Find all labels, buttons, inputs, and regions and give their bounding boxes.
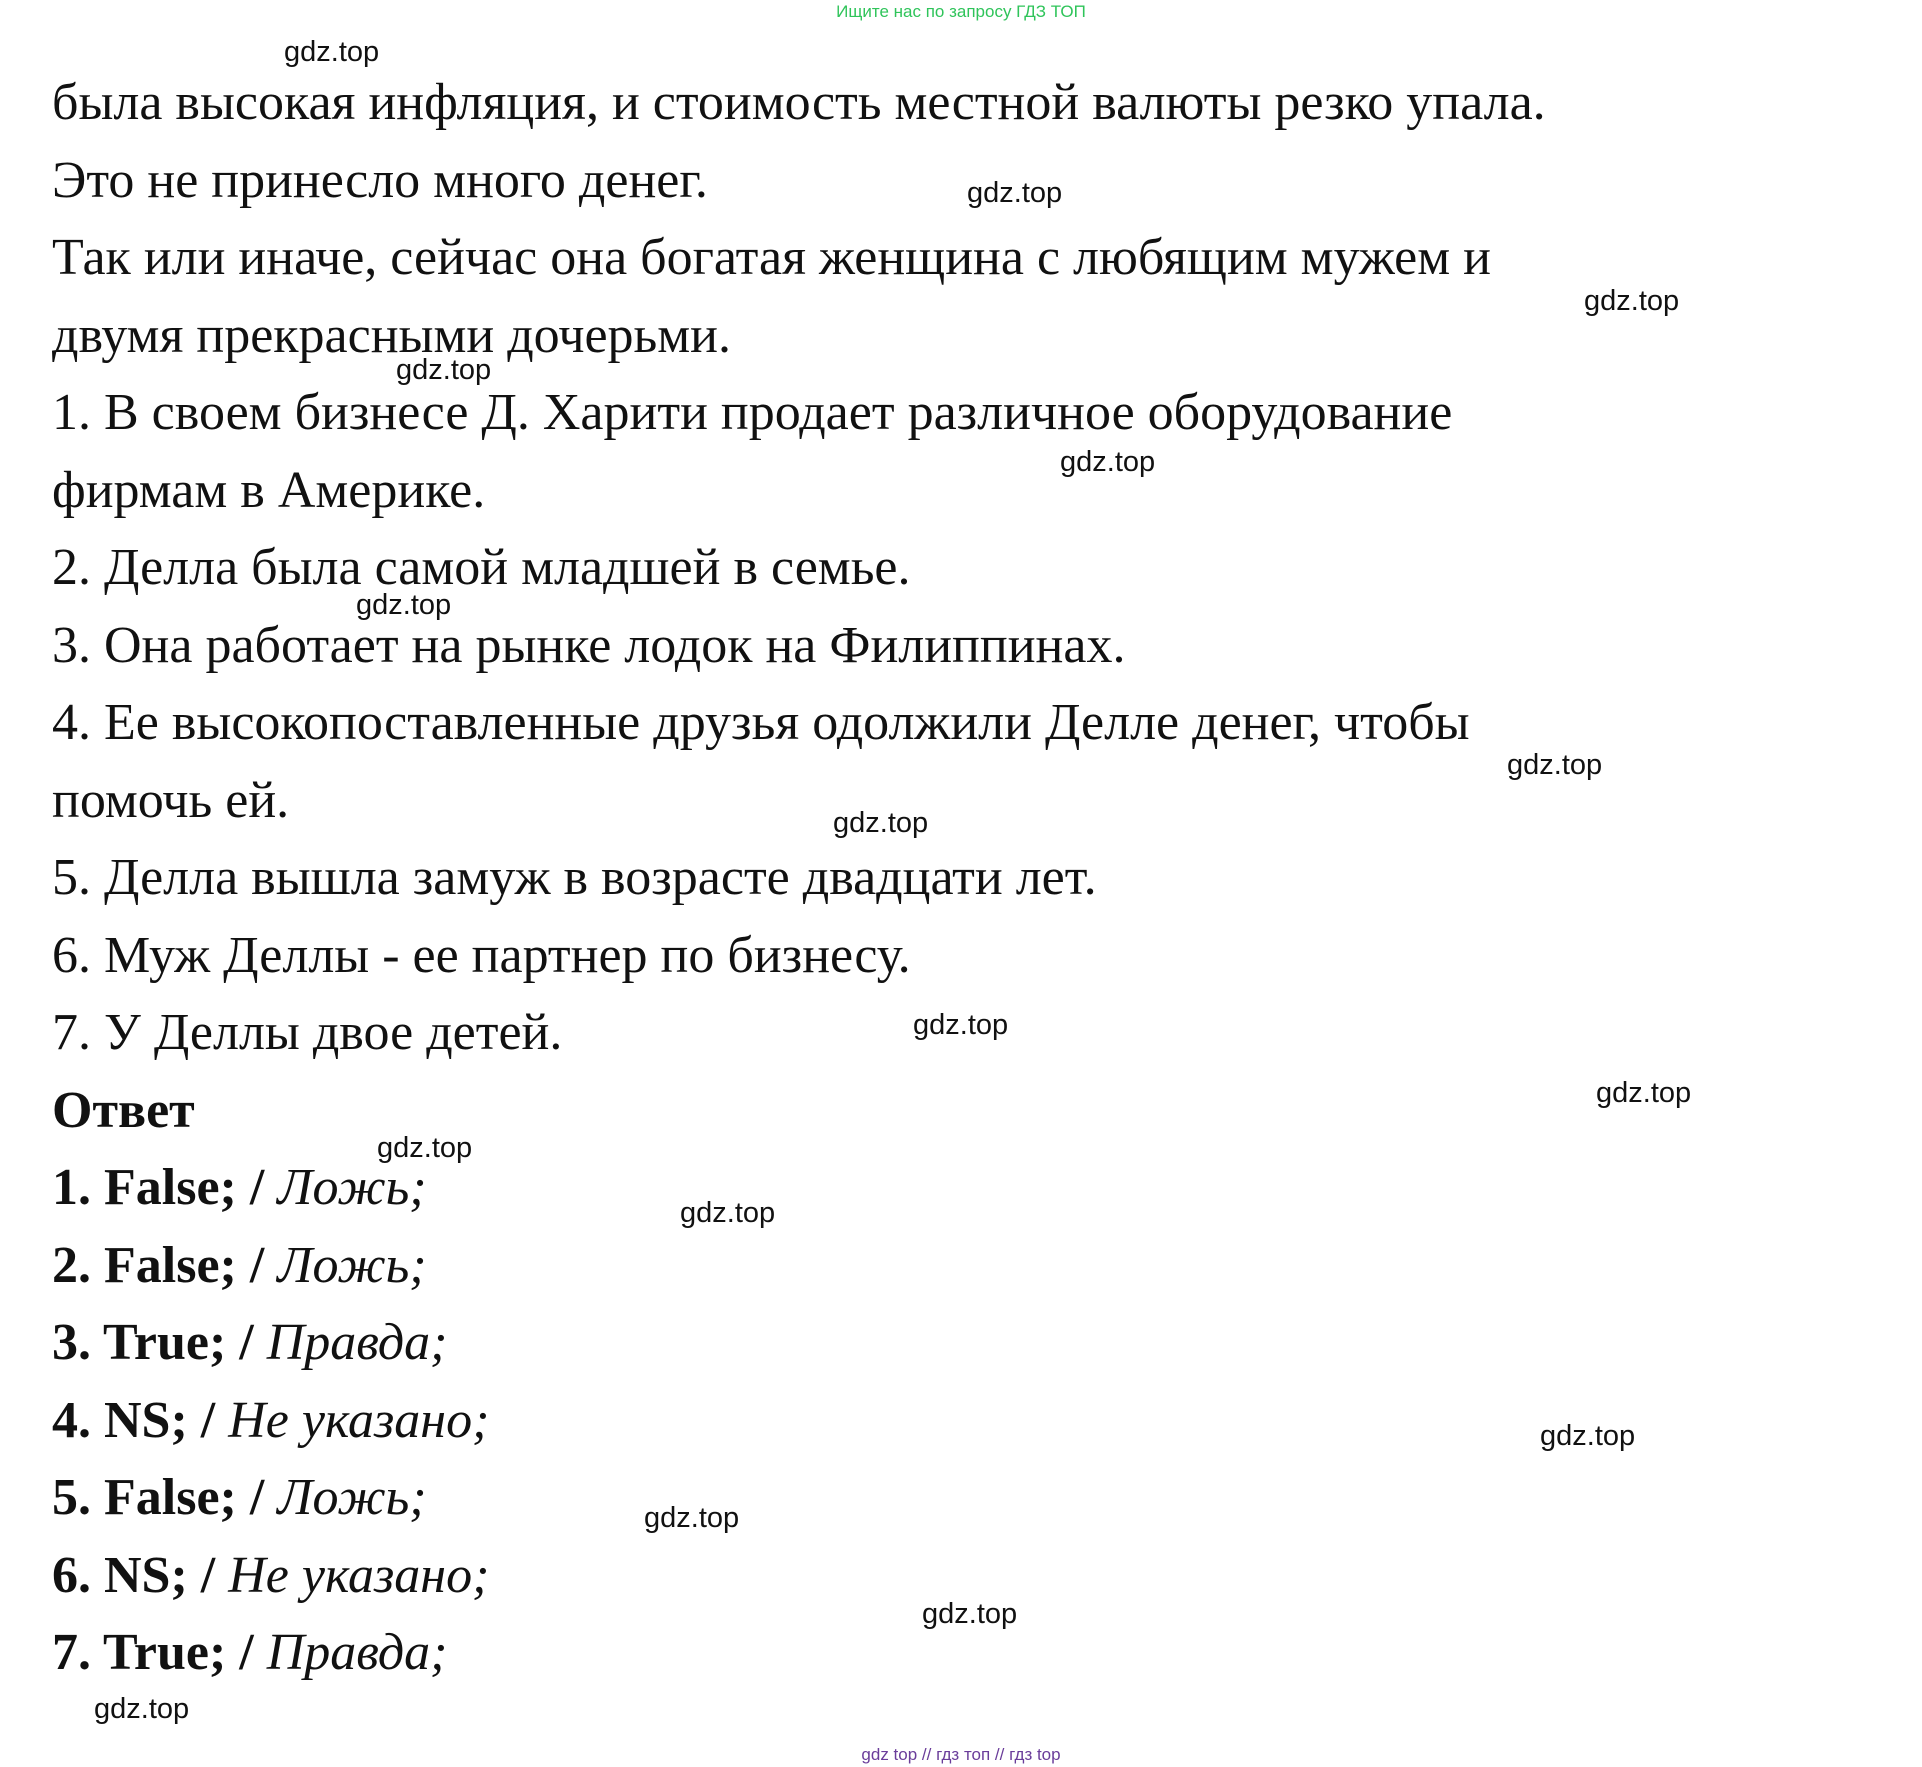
- answer-value: 7. True; /: [52, 1624, 267, 1681]
- statement-7: 7. У Деллы двое детей.: [52, 1004, 563, 1061]
- watermark: gdz.top: [284, 36, 380, 68]
- watermark: gdz.top: [1584, 285, 1680, 317]
- answer-translation: Не указано;: [228, 1546, 490, 1604]
- answer-value: 5. False; /: [52, 1469, 278, 1526]
- answer-value: 2. False; /: [52, 1236, 278, 1294]
- text-line: Это не принесло много денег.: [52, 151, 708, 209]
- text-line: двумя прекрасными дочерьми.: [52, 306, 731, 364]
- watermark: gdz.top: [644, 1502, 740, 1534]
- watermark: gdz.top: [94, 1693, 190, 1725]
- watermark: gdz.top: [377, 1132, 473, 1164]
- statement-3: 3. Она работает на рынке лодок на Филиппинах.: [52, 616, 1126, 674]
- statement-4-continued: помочь ей.: [52, 771, 290, 829]
- watermark: gdz.top: [1507, 749, 1603, 781]
- answer-translation: Правда;: [266, 1314, 448, 1371]
- answer-item-2: [52, 1227, 1832, 1305]
- watermark: gdz.top: [967, 177, 1063, 209]
- watermark: gdz.top: [1596, 1077, 1692, 1109]
- watermark: gdz.top: [1540, 1420, 1636, 1452]
- answer-heading: Ответ: [52, 1081, 195, 1139]
- statement-6: 6. Муж Деллы - ее партнер по бизнесу.: [52, 926, 911, 984]
- answer-item-5: [52, 1459, 1832, 1537]
- statement-1-continued: фирмам в Америке.: [52, 461, 486, 519]
- statement-5: 5. Делла вышла замуж в возрасте двадцати лет.: [52, 849, 1097, 906]
- answer-item-1: [52, 1149, 1832, 1227]
- statement-1: 1. В своем бизнесе Д. Харити продает различное оборудование: [52, 384, 1453, 441]
- watermark: gdz.top: [913, 1009, 1009, 1041]
- answer-translation: Ложь;: [277, 1159, 427, 1216]
- answer-item-3: [52, 1304, 1832, 1382]
- answer-value: 6. NS; /: [52, 1546, 229, 1604]
- text-line: была высокая инфляция, и стоимость местной валюты резко упала.: [52, 74, 1546, 131]
- watermark: gdz.top: [1060, 446, 1156, 478]
- answer-value: 4. NS; /: [52, 1391, 229, 1449]
- text-line: Так или иначе, сейчас она богатая женщина с любящим мужем и: [52, 229, 1491, 286]
- watermark: gdz.top: [356, 589, 452, 621]
- statement-4: 4. Ее высокопоставленные друзья одолжили Делле денег, чтобы: [52, 694, 1470, 751]
- answer-value: 3. True; /: [52, 1314, 267, 1371]
- footer-links: gdz top // гдз топ // гдз top: [861, 1745, 1061, 1764]
- statement-2: 2. Делла была самой младшей в семье.: [52, 539, 911, 596]
- answer-translation: Не указано;: [228, 1391, 490, 1449]
- answer-translation: Ложь;: [277, 1236, 427, 1294]
- watermark: gdz.top: [922, 1598, 1018, 1630]
- answer-translation: Правда;: [266, 1624, 448, 1681]
- answer-value: 1. False; /: [52, 1159, 278, 1216]
- watermark: gdz.top: [833, 807, 929, 839]
- answer-translation: Ложь;: [277, 1469, 427, 1526]
- watermark: gdz.top: [396, 354, 492, 386]
- top-banner: Ищите нас по запросу ГДЗ ТОП: [836, 2, 1086, 21]
- watermark: gdz.top: [680, 1197, 776, 1229]
